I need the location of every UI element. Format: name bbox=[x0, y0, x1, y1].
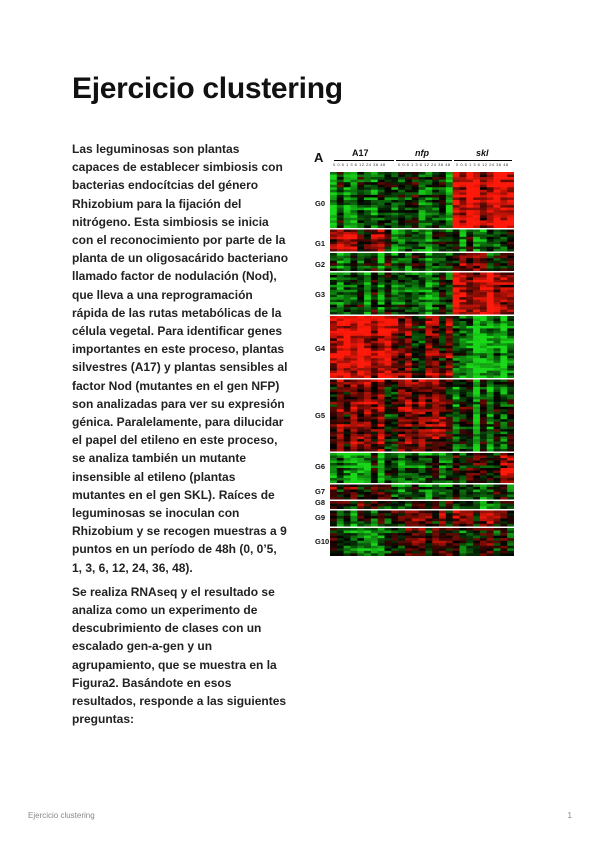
group-line-skl bbox=[454, 160, 512, 161]
cluster-label-g2: G2 bbox=[315, 260, 326, 269]
group-header-a17: A17 bbox=[352, 148, 369, 158]
page-number: 1 bbox=[567, 811, 572, 820]
cluster-separator bbox=[330, 378, 514, 379]
heatmap-cluster-block bbox=[330, 511, 514, 527]
heatmap-cluster-block bbox=[330, 253, 514, 271]
timepoint-labels-skl: 0 0.5 1 3 6 12 24 36 48 bbox=[456, 162, 509, 167]
cluster-separator bbox=[330, 500, 514, 501]
cluster-separator bbox=[330, 452, 514, 453]
cluster-separator bbox=[330, 527, 514, 528]
heatmap-cluster-block bbox=[330, 273, 514, 315]
heatmap-cluster-block bbox=[330, 380, 514, 452]
group-header-skl: skl bbox=[476, 148, 489, 158]
heatmap-cluster-block bbox=[330, 485, 514, 500]
cluster-label-g0: G0 bbox=[315, 199, 326, 208]
heatmap-cluster-block bbox=[330, 230, 514, 252]
cluster-label-g8: G8 bbox=[315, 498, 326, 507]
cluster-separator bbox=[330, 252, 514, 253]
figure-panel-letter: A bbox=[314, 150, 324, 165]
paragraph-method: Se realiza RNAseq y el resultado se analiza como un experimento de descubrimiento de clases con un escalado gen-a-gen y un agrupamiento, que se muestra en la Figura2. Basándote en esos resultados, responde a las siguientes preguntas: bbox=[72, 584, 287, 727]
heatmap-cluster-block bbox=[330, 528, 514, 556]
heatmap-cluster-block bbox=[330, 172, 514, 228]
heatmap-cluster-block bbox=[330, 501, 514, 509]
heatmap-figure bbox=[312, 146, 516, 558]
cluster-separator bbox=[330, 509, 514, 510]
group-header-nfp: nfp bbox=[415, 148, 429, 158]
page-title: Ejercicio clustering bbox=[72, 72, 343, 105]
cluster-label-g9: G9 bbox=[315, 513, 326, 522]
heatmap-cluster-block bbox=[330, 316, 514, 378]
group-line-a17 bbox=[334, 160, 394, 161]
expression-heatmap bbox=[330, 172, 514, 556]
cluster-label-g10: G10 bbox=[315, 537, 330, 546]
cluster-label-g3: G3 bbox=[315, 290, 326, 299]
paragraph-intro: Las leguminosas son plantas capaces de establecer simbiosis con bacterias endocítcias del género Rhizobium para la fijación del nitrógeno. Esta simbiosis se inicia con el reconocimiento por parte de la planta de un oligosacárido bacteriano llamado factor de nodulación (Nod), que lleva a una reprogramación rápida de las rutas metabólicas de la célula vegetal. Para identificar genes importantes en este proceso, plantas silvestres (A17) y plantas sensibles al factor Nod (mutantes en el gen NFP) son analizadas para ver su expresión génica. Paralelamente, para dilucidar el papel del etileno en este proceso, se analiza también un mutante insensible al etileno (plantas mutantes en el gen SKL). Raíces de leguminosas se inoculan con Rhizobium y se recogen muestras a 9 puntos en un período de 48h (0, 0’5, 1, 3, 6, 12, 24, 36, 48). bbox=[72, 142, 289, 575]
timepoint-labels-a17: 0 0.5 1 3 6 12 24 36 48 bbox=[333, 162, 386, 167]
cluster-label-g7: G7 bbox=[315, 487, 326, 496]
cluster-label-g4: G4 bbox=[315, 344, 326, 353]
heatmap-cluster-block bbox=[330, 453, 514, 483]
timepoint-labels-nfp: 0 0.5 1 3 6 12 24 36 48 bbox=[398, 162, 451, 167]
cluster-label-g5: G5 bbox=[315, 411, 326, 420]
cluster-label-g6: G6 bbox=[315, 462, 326, 471]
cluster-separator bbox=[330, 483, 514, 484]
footer-title: Ejercicio clustering bbox=[28, 811, 95, 820]
cluster-separator bbox=[330, 271, 514, 272]
group-line-nfp bbox=[396, 160, 452, 161]
cluster-separator bbox=[330, 228, 514, 229]
body-text bbox=[72, 140, 290, 735]
cluster-label-g1: G1 bbox=[315, 239, 326, 248]
cluster-separator bbox=[330, 315, 514, 316]
